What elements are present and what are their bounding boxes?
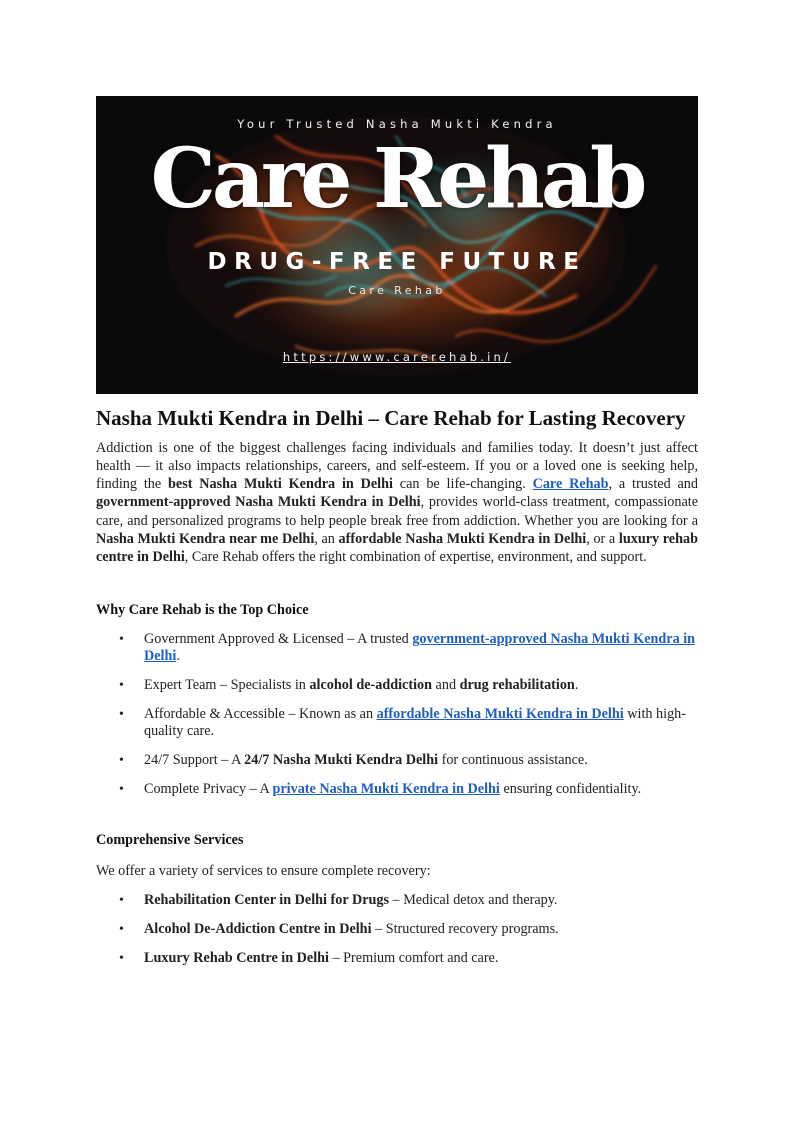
intro-text: , provides world-class treatment, compassionate care, and personalized programs to help people break free from addiction. Whether you are looking for a xyxy=(96,494,698,529)
intro-paragraph xyxy=(96,439,698,566)
item-text: with high-quality care. xyxy=(144,705,686,739)
item-text: and xyxy=(432,676,460,693)
why-list xyxy=(96,631,698,798)
banner-tagline: Your Trusted Nasha Mukti Kendra xyxy=(237,117,557,131)
intro-text: , or a xyxy=(586,530,619,547)
affordable-link[interactable]: affordable Nasha Mukti Kendra in Delhi xyxy=(376,705,624,722)
intro-bold-text: Nasha Mukti Kendra near me Delhi xyxy=(96,530,315,547)
banner-url xyxy=(96,350,698,364)
item-text: 24/7 Support – A xyxy=(144,751,245,768)
list-item xyxy=(96,892,698,909)
banner-brand-small: Care Rehab xyxy=(348,284,446,297)
banner-url-text: https://www.carerehab.in/ xyxy=(282,350,512,364)
item-bold-text: alcohol de-addiction xyxy=(309,676,432,693)
intro-text: Addiction is one of the biggest challenges facing individuals and families today. It doesn’t just affect health — it also impacts relationships, careers, and self-esteem. If you or a loved one is seeking help, finding the xyxy=(96,440,698,493)
why-heading: Why Care Rehab is the Top Choice xyxy=(96,601,309,618)
item-text: . xyxy=(574,676,579,693)
banner-headline: DRUG-FREE FUTURE xyxy=(207,249,587,275)
intro-text: , an xyxy=(314,530,339,547)
care-rehab-link[interactable]: Care Rehab xyxy=(532,476,609,493)
item-bold-text: Alcohol De-Addiction Centre in Delhi xyxy=(144,920,372,937)
intro-text: can be life-changing. xyxy=(392,476,533,493)
document-page xyxy=(96,96,698,979)
item-text: Government Approved & Licensed – A trusted xyxy=(144,630,413,647)
item-text: Complete Privacy – A xyxy=(144,780,273,797)
intro-text: , a trusted and xyxy=(608,476,698,493)
intro-bold-text: best Nasha Mukti Kendra in Delhi xyxy=(168,476,393,493)
intro-bold-text: government-approved Nasha Mukti Kendra in Delhi xyxy=(96,494,421,511)
intro-bold-text: affordable Nasha Mukti Kendra in Delhi xyxy=(338,530,587,547)
item-bold-text: 24/7 Nasha Mukti Kendra Delhi xyxy=(244,751,439,768)
item-text: – Medical detox and therapy. xyxy=(389,891,558,908)
list-item xyxy=(96,921,698,938)
item-text: – Premium comfort and care. xyxy=(328,949,499,966)
private-link[interactable]: private Nasha Mukti Kendra in Delhi xyxy=(272,780,500,797)
item-text: Expert Team – Specialists in xyxy=(144,676,310,693)
intro-text: , Care Rehab offers the right combination of expertise, environment, and support. xyxy=(184,548,647,565)
list-item xyxy=(96,706,698,740)
item-text: for continuous assistance. xyxy=(438,751,588,768)
services-heading: Comprehensive Services xyxy=(96,831,244,848)
item-bold-text: Rehabilitation Center in Delhi for Drugs xyxy=(144,891,389,908)
list-item xyxy=(96,752,698,769)
list-item xyxy=(96,631,698,665)
item-text: – Structured recovery programs. xyxy=(371,920,559,937)
item-text: Affordable & Accessible – Known as an xyxy=(144,705,377,722)
services-lead: We offer a variety of services to ensure complete recovery: xyxy=(96,862,431,879)
item-text: ensuring confidentiality. xyxy=(499,780,642,797)
banner-brand-logo: Care Rehab xyxy=(150,131,644,227)
item-bold-text: drug rehabilitation xyxy=(459,676,575,693)
services-list xyxy=(96,892,698,967)
list-item xyxy=(96,950,698,967)
list-item xyxy=(96,677,698,694)
list-item xyxy=(96,781,698,798)
item-text: . xyxy=(176,647,180,664)
government-approved-link[interactable]: government-approved Nasha Mukti Kendra in Delhi xyxy=(144,630,696,664)
item-bold-text: Luxury Rehab Centre in Delhi xyxy=(144,949,329,966)
intro-bold-text: luxury rehab centre in Delhi xyxy=(96,530,698,565)
page-title: Nasha Mukti Kendra in Delhi – Care Rehab for Lasting Recovery xyxy=(96,406,686,430)
hero-banner xyxy=(96,96,698,394)
